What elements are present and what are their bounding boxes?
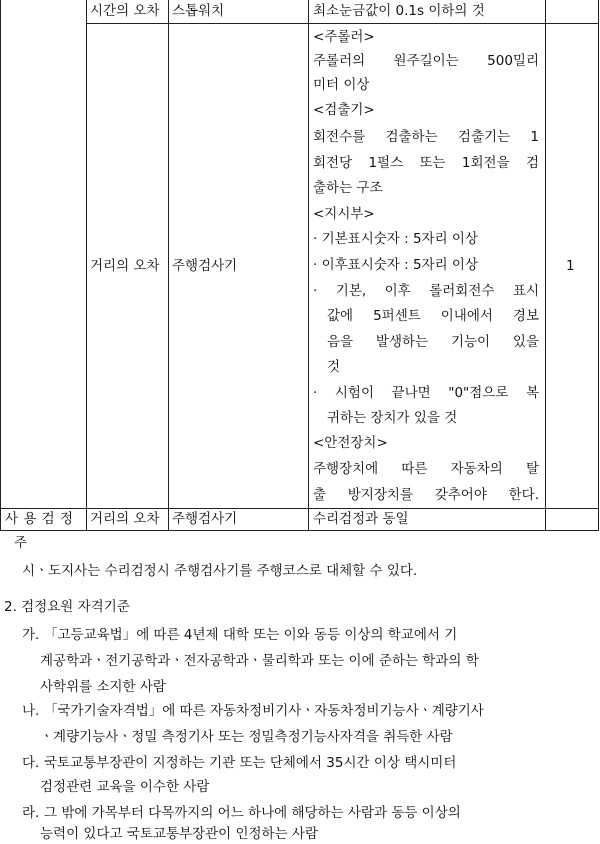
row1-error-type: 시간의 오차 bbox=[90, 3, 160, 19]
item-line: 사학위를 소지한 사람 bbox=[40, 679, 166, 695]
row2-instrument: 주행검사기 bbox=[172, 258, 238, 274]
row2-count: 1 bbox=[566, 258, 575, 274]
spec-heading: <안전장치> bbox=[313, 435, 388, 451]
row3-instrument: 주행검사기 bbox=[172, 511, 238, 527]
spec-bullet: · 기본, 이후 롤러회전수 표시 bbox=[313, 283, 539, 299]
section-heading: 2. 검정요원 자격기준 bbox=[4, 599, 130, 615]
col-line bbox=[86, 0, 87, 531]
note-label: 주 bbox=[14, 535, 28, 551]
spec-text: 회전수를 검출하는 검출기는 1 bbox=[313, 129, 539, 145]
row-line bbox=[86, 23, 599, 24]
spec-bullet-cont: 것 bbox=[327, 359, 341, 375]
spec-text: 주행장치에 따른 자동차의 탈 bbox=[313, 461, 539, 477]
item-marker: 나. bbox=[22, 703, 40, 719]
item-line: 계공학과ㆍ전기공학과ㆍ전자공학과ㆍ물리학과 또는 이에 준하는 학과의 학 bbox=[40, 653, 479, 669]
spec-bullet: · 이후표시숫자 : 5자리 이상 bbox=[313, 257, 479, 273]
row-line bbox=[0, 530, 599, 531]
item-line: 능력이 있다고 국토교통부장관이 인정하는 사람 bbox=[40, 826, 318, 842]
item-line: ㆍ계량기능사ㆍ정밀 측정기사 또는 정밀측정기능사자격을 취득한 사람 bbox=[40, 729, 453, 745]
row1-instrument: 스톱워치 bbox=[172, 3, 225, 19]
spec-bullet-cont: 값에 5퍼센트 이내에서 경보 bbox=[327, 308, 539, 324]
item-line: 국토교통부장관이 지정하는 기관 또는 단체에서 35시간 이상 택시미터 bbox=[44, 755, 457, 771]
item-line: 그 밖에 가목부터 다목까지의 어느 하나에 해당하는 사람과 동등 이상의 bbox=[44, 805, 461, 821]
item-line: 「국가기술자격법」에 따른 자동차정비기사ㆍ자동차정비기능사ㆍ계량기사 bbox=[44, 703, 484, 719]
col-line bbox=[545, 0, 546, 531]
spec-text: 출하는 구조 bbox=[313, 180, 383, 196]
row3-category: 사 용 검 정 bbox=[5, 511, 74, 527]
item-marker: 라. bbox=[22, 805, 40, 821]
spec-heading: <지시부> bbox=[313, 206, 375, 222]
spec-bullet-cont: 음을 발생하는 기능이 있을 bbox=[327, 334, 539, 350]
spec-text: 주롤러의 원주길이는 500밀리 bbox=[313, 53, 539, 69]
col-line bbox=[308, 0, 309, 531]
spec-text: 출 방지장치를 갖추어야 한다. bbox=[313, 487, 539, 503]
item-line: 「고등교육법」에 따른 4년제 대학 또는 이와 동등 이상의 학교에서 기 bbox=[44, 627, 458, 643]
item-marker: 다. bbox=[22, 755, 40, 771]
spec-heading: <주롤러> bbox=[313, 29, 375, 45]
row2-error-type: 거리의 오차 bbox=[90, 258, 160, 274]
row3-error-type: 거리의 오차 bbox=[90, 511, 160, 527]
item-line: 검정관련 교육을 이수한 사람 bbox=[40, 779, 210, 795]
row-line bbox=[0, 508, 599, 509]
note-text: 시ㆍ도지사는 수리검정시 주행검사기를 주행코스로 대체할 수 있다. bbox=[22, 563, 418, 579]
col-line bbox=[0, 0, 1, 531]
spec-bullet: · 시험이 끝나면 "0"점으로 복 bbox=[313, 385, 539, 401]
col-line bbox=[598, 0, 599, 531]
col-line bbox=[168, 0, 169, 531]
spec-text: 회전당 1펄스 또는 1회전을 검 bbox=[313, 155, 539, 171]
row1-spec: 최소눈금값이 0.1s 이하의 것 bbox=[313, 3, 485, 19]
spec-heading: <검출기> bbox=[313, 102, 375, 118]
row3-spec: 수리검정과 동일 bbox=[313, 511, 409, 527]
spec-bullet-cont: 귀하는 장치가 있을 것 bbox=[327, 410, 458, 426]
spec-bullet: · 기본표시숫자 : 5자리 이상 bbox=[313, 231, 479, 247]
spec-text: 미터 이상 bbox=[313, 77, 370, 93]
item-marker: 가. bbox=[22, 627, 40, 643]
